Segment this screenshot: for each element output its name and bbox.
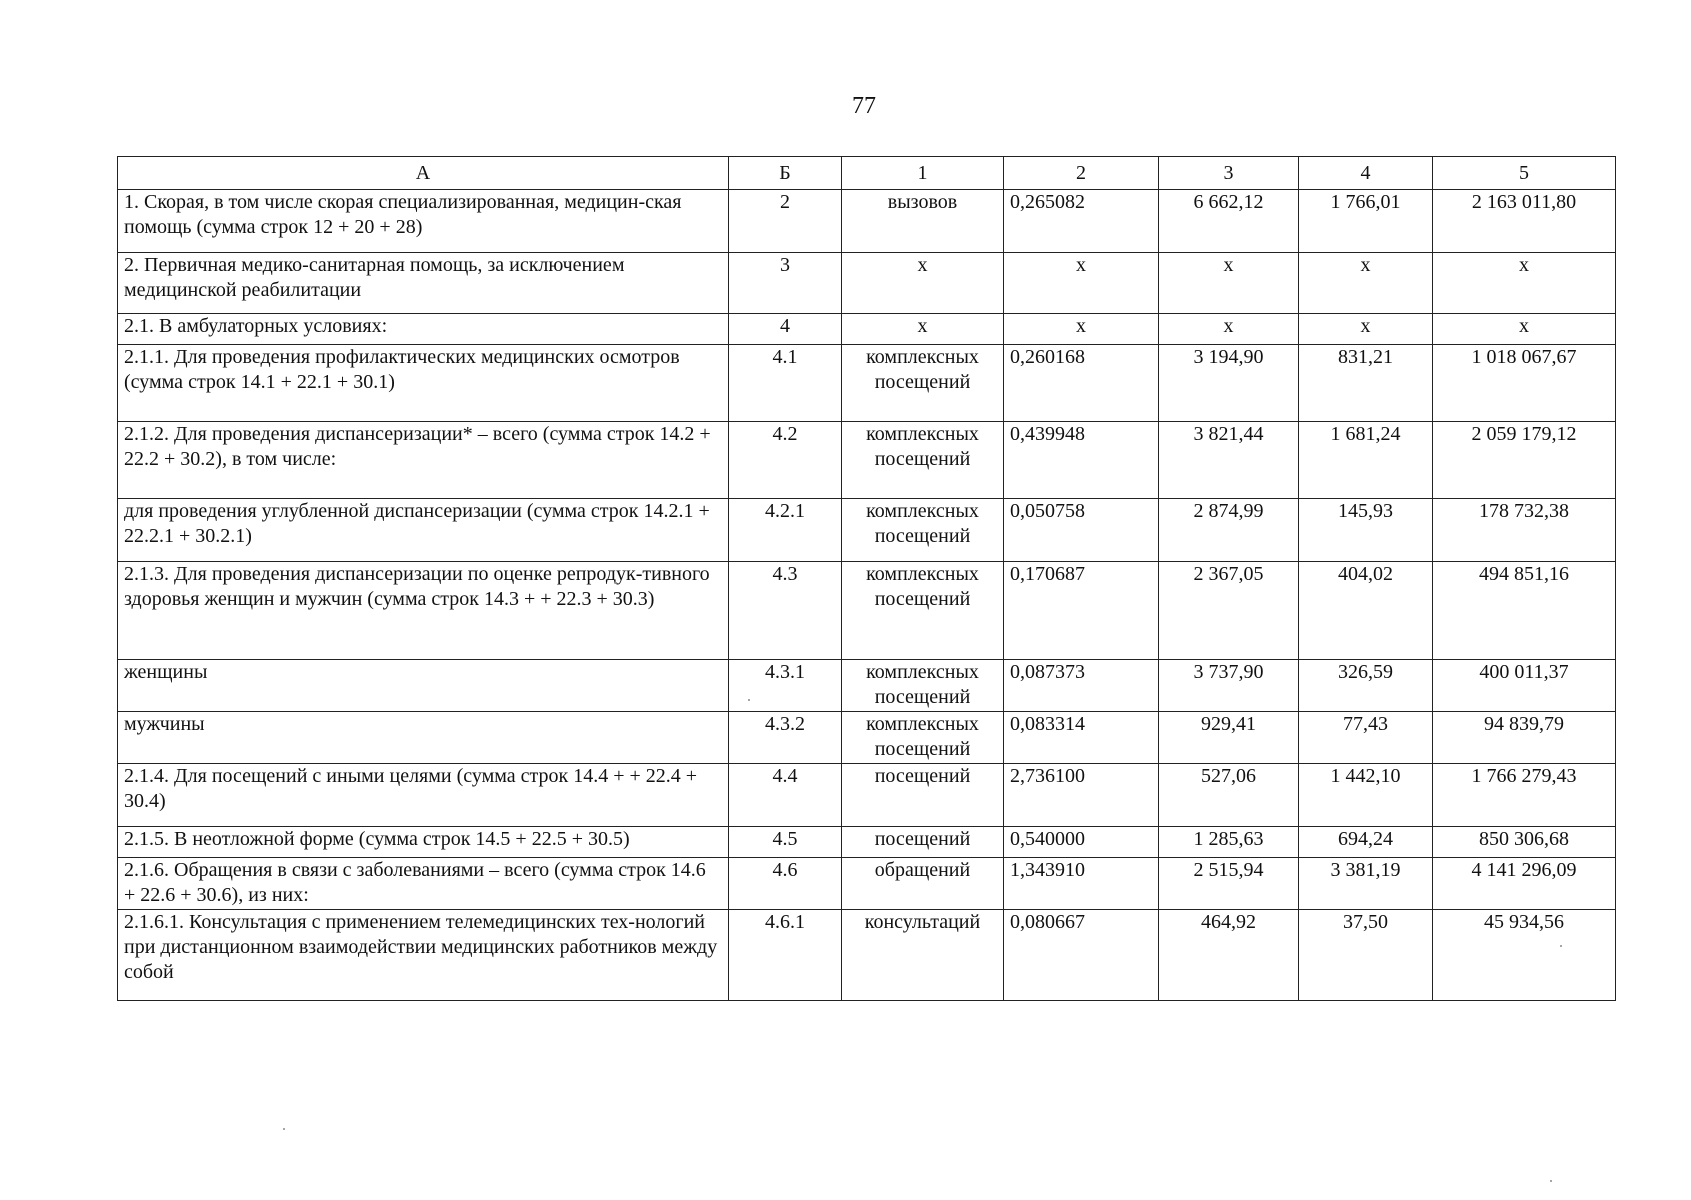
header-cell-5: 5 <box>1433 157 1616 190</box>
cell-b: 4.6 <box>729 858 842 910</box>
cell-4: 694,24 <box>1299 827 1433 858</box>
cell-2: х <box>1004 314 1159 345</box>
table-row <box>118 190 1616 253</box>
cell-5: 94 839,79 <box>1433 712 1616 764</box>
cell-5: 1 018 067,67 <box>1433 345 1616 422</box>
table-row <box>118 858 1616 910</box>
cell-b: 4.3.1 <box>729 660 842 712</box>
cell-a: 1. Скорая, в том числе скорая специализированная, медицин-ская помощь (сумма строк 12 + 20 + 28) <box>118 190 729 253</box>
cell-5: 2 163 011,80 <box>1433 190 1616 253</box>
cell-2: 2,736100 <box>1004 764 1159 827</box>
cell-2: 0,050758 <box>1004 499 1159 562</box>
scan-speck <box>1550 1180 1552 1182</box>
cell-b: 4.6.1 <box>729 910 842 1001</box>
cell-3: 929,41 <box>1159 712 1299 764</box>
cell-1: комплексных посещений <box>842 712 1004 764</box>
cell-5: 178 732,38 <box>1433 499 1616 562</box>
cell-2: 0,080667 <box>1004 910 1159 1001</box>
table-row <box>118 827 1616 858</box>
cell-4: 1 681,24 <box>1299 422 1433 499</box>
table-row <box>118 499 1616 562</box>
cell-1: комплексных посещений <box>842 422 1004 499</box>
cell-5: х <box>1433 253 1616 314</box>
cell-4: х <box>1299 253 1433 314</box>
cell-b: 4.2 <box>729 422 842 499</box>
cell-b: 4.4 <box>729 764 842 827</box>
cell-4: х <box>1299 314 1433 345</box>
cell-3: х <box>1159 253 1299 314</box>
cell-a: 2.1.4. Для посещений с иными целями (сумма строк 14.4 + + 22.4 + 30.4) <box>118 764 729 827</box>
table-row <box>118 314 1616 345</box>
cell-3: 527,06 <box>1159 764 1299 827</box>
cell-3: 3 821,44 <box>1159 422 1299 499</box>
header-cell-2: 2 <box>1004 157 1159 190</box>
cell-4: 1 766,01 <box>1299 190 1433 253</box>
table-row <box>118 910 1616 1001</box>
header-cell-4: 4 <box>1299 157 1433 190</box>
table-row <box>118 345 1616 422</box>
header-cell-3: 3 <box>1159 157 1299 190</box>
cell-b: 4.2.1 <box>729 499 842 562</box>
cell-4: 326,59 <box>1299 660 1433 712</box>
cell-3: 3 737,90 <box>1159 660 1299 712</box>
cell-b: 4.1 <box>729 345 842 422</box>
page-number: 77 <box>852 93 876 119</box>
cell-3: 1 285,63 <box>1159 827 1299 858</box>
table-header-row <box>118 157 1616 190</box>
cell-4: 77,43 <box>1299 712 1433 764</box>
cell-b: 4.5 <box>729 827 842 858</box>
cell-5: 2 059 179,12 <box>1433 422 1616 499</box>
cell-1: консультаций <box>842 910 1004 1001</box>
cell-3: 6 662,12 <box>1159 190 1299 253</box>
cell-a: 2.1. В амбулаторных условиях: <box>118 314 729 345</box>
header-cell-b: Б <box>729 157 842 190</box>
header-cell-1: 1 <box>842 157 1004 190</box>
cell-3: 3 194,90 <box>1159 345 1299 422</box>
cell-b: 4 <box>729 314 842 345</box>
cell-3: 2 367,05 <box>1159 562 1299 660</box>
cell-2: 0,265082 <box>1004 190 1159 253</box>
cell-4: 145,93 <box>1299 499 1433 562</box>
table-row <box>118 422 1616 499</box>
cell-b: 3 <box>729 253 842 314</box>
cell-2: 0,087373 <box>1004 660 1159 712</box>
cell-1: вызовов <box>842 190 1004 253</box>
cell-1: комплексных посещений <box>842 499 1004 562</box>
cell-a: мужчины <box>118 712 729 764</box>
cell-2: 0,540000 <box>1004 827 1159 858</box>
cell-1: х <box>842 314 1004 345</box>
cell-2: х <box>1004 253 1159 314</box>
header-cell-a: А <box>118 157 729 190</box>
scan-speck <box>283 1128 285 1130</box>
cell-4: 404,02 <box>1299 562 1433 660</box>
cell-1: х <box>842 253 1004 314</box>
scan-speck <box>748 699 750 701</box>
cell-3: 2 874,99 <box>1159 499 1299 562</box>
cell-5: 400 011,37 <box>1433 660 1616 712</box>
cell-a: 2.1.5. В неотложной форме (сумма строк 14.5 + 22.5 + 30.5) <box>118 827 729 858</box>
table-row <box>118 660 1616 712</box>
cell-a: 2.1.2. Для проведения диспансеризации* – всего (сумма строк 14.2 + 22.2 + 30.2), в том числе: <box>118 422 729 499</box>
cell-a: 2.1.3. Для проведения диспансеризации по оценке репродук-тивного здоровья женщин и мужчин (сумма строк 14.3 + + 22.3 + 30.3) <box>118 562 729 660</box>
cell-a: 2.1.1. Для проведения профилактических медицинских осмотров (сумма строк 14.1 + 22.1 + 30.1) <box>118 345 729 422</box>
data-table <box>117 156 1616 1001</box>
table-row <box>118 764 1616 827</box>
cell-5: 850 306,68 <box>1433 827 1616 858</box>
cell-1: посещений <box>842 827 1004 858</box>
cell-5: х <box>1433 314 1616 345</box>
cell-a: 2.1.6. Обращения в связи с заболеваниями – всего (сумма строк 14.6 + 22.6 + 30.6), из них: <box>118 858 729 910</box>
table-row <box>118 562 1616 660</box>
cell-a: женщины <box>118 660 729 712</box>
cell-1: комплексных посещений <box>842 660 1004 712</box>
table-row <box>118 712 1616 764</box>
cell-1: комплексных посещений <box>842 562 1004 660</box>
cell-5: 494 851,16 <box>1433 562 1616 660</box>
cell-2: 0,260168 <box>1004 345 1159 422</box>
cell-4: 831,21 <box>1299 345 1433 422</box>
cell-1: комплексных посещений <box>842 345 1004 422</box>
cell-a: 2.1.6.1. Консультация с применением телемедицинских тех-нологий при дистанционном взаимодействии медицинских работников между собой <box>118 910 729 1001</box>
cell-4: 3 381,19 <box>1299 858 1433 910</box>
cell-5: 1 766 279,43 <box>1433 764 1616 827</box>
cell-5: 45 934,56 <box>1433 910 1616 1001</box>
cell-3: х <box>1159 314 1299 345</box>
cell-b: 4.3.2 <box>729 712 842 764</box>
cell-3: 464,92 <box>1159 910 1299 1001</box>
cell-4: 37,50 <box>1299 910 1433 1001</box>
cell-2: 1,343910 <box>1004 858 1159 910</box>
table-row <box>118 253 1616 314</box>
cell-2: 0,083314 <box>1004 712 1159 764</box>
cell-3: 2 515,94 <box>1159 858 1299 910</box>
cell-4: 1 442,10 <box>1299 764 1433 827</box>
cell-b: 4.3 <box>729 562 842 660</box>
cell-1: посещений <box>842 764 1004 827</box>
cell-a: для проведения углубленной диспансеризации (сумма строк 14.2.1 + 22.2.1 + 30.2.1) <box>118 499 729 562</box>
cell-a: 2. Первичная медико-санитарная помощь, за исключением медицинской реабилитации <box>118 253 729 314</box>
cell-1: обращений <box>842 858 1004 910</box>
cell-2: 0,170687 <box>1004 562 1159 660</box>
cell-b: 2 <box>729 190 842 253</box>
scan-speck <box>1560 945 1562 947</box>
cell-5: 4 141 296,09 <box>1433 858 1616 910</box>
cell-2: 0,439948 <box>1004 422 1159 499</box>
